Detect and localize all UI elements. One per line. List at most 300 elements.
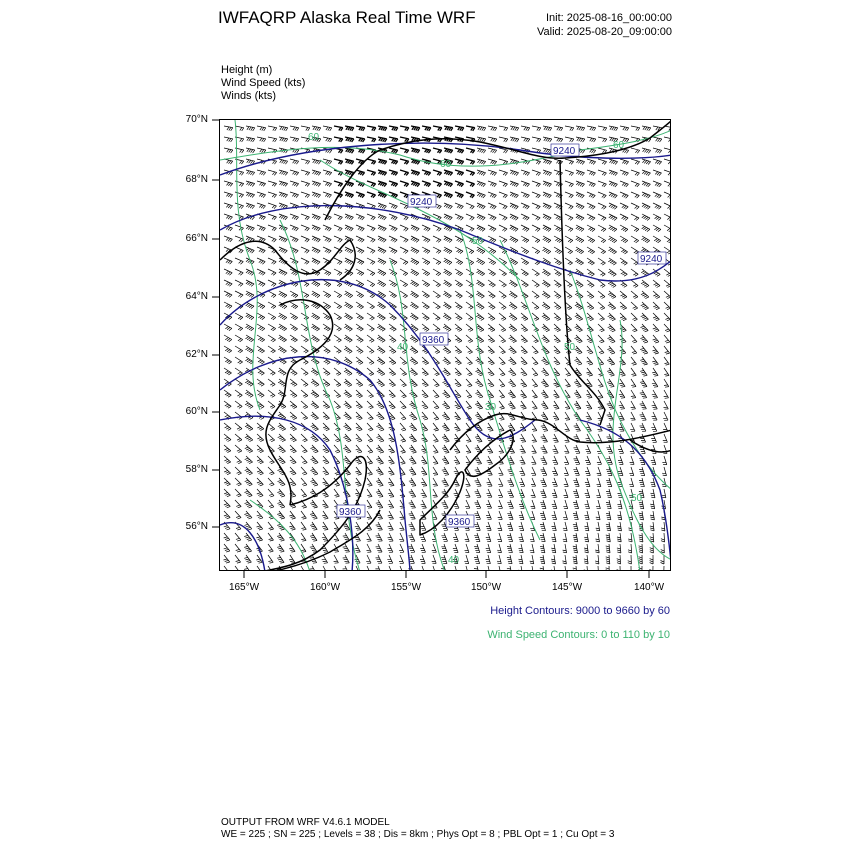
wind-barb [376, 533, 383, 541]
wind-speed-label: 30 [485, 402, 497, 413]
wind-barb [543, 159, 552, 164]
wind-barb [606, 533, 611, 542]
wind-barb [411, 126, 420, 131]
wind-barb [356, 346, 363, 353]
wind-barb [367, 214, 375, 220]
wind-barb [598, 313, 605, 321]
wind-barb [488, 225, 496, 231]
wind-barb [584, 522, 589, 531]
lat-label-60n: 60°N [185, 406, 208, 417]
wind-barb [631, 181, 639, 187]
wind-barb [334, 181, 343, 187]
wind-barb [411, 225, 419, 231]
wind-barb [279, 159, 288, 164]
wind-barb [356, 225, 364, 231]
wind-barb [540, 533, 545, 542]
wind-barb [421, 456, 427, 464]
wind-barb [301, 467, 307, 475]
wind-barb [356, 137, 365, 142]
wind-barb [323, 225, 331, 231]
wind-barb [301, 544, 306, 552]
wind-barb [422, 368, 429, 376]
wind-barb [389, 126, 398, 131]
wind-barb [422, 302, 429, 309]
wind-barb [598, 214, 606, 221]
wind-barb [389, 170, 398, 175]
wind-barb [562, 555, 566, 564]
wind-barb [552, 522, 557, 531]
lon-label-150w: 150°W [470, 582, 502, 593]
wind-barb [608, 335, 616, 343]
wind-barb [640, 412, 647, 420]
wind-barb [540, 511, 546, 520]
wind-barb [606, 511, 611, 520]
wind-barb [488, 203, 496, 209]
wind-barb [598, 225, 606, 232]
wind-barb [596, 522, 600, 531]
wind-barb [573, 555, 578, 564]
wind-barb [367, 346, 374, 353]
wind-barb [640, 390, 647, 398]
wind-barb [631, 324, 637, 332]
wind-barb [587, 170, 596, 176]
wind-barb [224, 489, 230, 497]
wind-barb [532, 313, 539, 321]
wind-barb [257, 478, 263, 486]
wind-barb [377, 412, 385, 420]
wind-barb [532, 357, 538, 365]
wind-barb [433, 445, 438, 453]
wind-barb [540, 478, 546, 486]
wind-barb [584, 544, 588, 553]
wind-barb [387, 544, 393, 552]
wind-barb [257, 522, 263, 530]
wind-barb [521, 247, 529, 254]
wind-barb [377, 357, 385, 365]
height-label [337, 505, 365, 518]
wind-barb [323, 170, 332, 175]
wind-barb [554, 324, 561, 332]
wind-barb [290, 434, 297, 442]
wind-barb [565, 368, 571, 376]
wind-barb [554, 258, 562, 265]
wind-barb [257, 313, 265, 320]
wind-barb [389, 247, 397, 254]
wind-barb [510, 203, 518, 209]
wind-barb [322, 511, 328, 519]
wind-barb [573, 478, 579, 486]
wind-barb [256, 533, 262, 541]
wind-barb [422, 412, 428, 420]
wind-barb [532, 247, 540, 254]
wind-barb [224, 445, 231, 453]
wind-barb [455, 368, 461, 376]
wind-barb [376, 555, 382, 563]
wind-barb [620, 346, 626, 354]
wind-barb [268, 555, 273, 563]
wind-barb [245, 390, 253, 397]
wind-barb [474, 544, 480, 553]
wind-barb [257, 214, 266, 220]
wind-barb [355, 544, 361, 552]
wind-barb [389, 368, 396, 376]
wind-barb [312, 225, 320, 231]
wind-barb [639, 533, 643, 542]
wind-barb [268, 390, 275, 397]
wind-barb [444, 181, 453, 187]
wind-barb [442, 478, 449, 486]
wind-barb [497, 544, 501, 553]
wind-barb [521, 346, 527, 354]
wind-barb [344, 346, 352, 353]
wind-barb [565, 214, 573, 220]
wind-barb [432, 544, 437, 552]
wind-barb [268, 566, 273, 571]
wind-barb [620, 192, 628, 198]
wind-barb [510, 214, 518, 220]
wind-barb [585, 478, 590, 487]
wind-barb [553, 401, 559, 409]
wind-barb [475, 434, 482, 442]
wind-barb [598, 390, 603, 398]
wind-barb [455, 346, 462, 354]
wind-barb [334, 445, 340, 453]
wind-barb [521, 379, 527, 387]
wind-barb [356, 236, 364, 242]
wind-barb [389, 214, 397, 220]
wind-barb [389, 401, 395, 409]
wind-barb [301, 522, 306, 530]
wind-barb [444, 148, 453, 153]
wind-barb [642, 159, 651, 165]
wind-barb [311, 423, 319, 431]
wind-barb [345, 137, 354, 142]
wind-barb [595, 544, 599, 553]
wind-barb [257, 302, 265, 309]
wind-barb [433, 456, 438, 464]
wind-barb [540, 555, 545, 564]
wind-barb [344, 324, 352, 331]
wind-barb [455, 302, 462, 309]
wind-barb [587, 291, 594, 298]
wind-barb [345, 291, 353, 298]
wind-barb [388, 511, 394, 519]
wind-barb [235, 544, 241, 552]
wind-barb [532, 126, 541, 131]
wind-barb [619, 390, 625, 398]
wind-barb [606, 445, 612, 453]
wind-barb [598, 247, 606, 254]
wind-barb [642, 170, 651, 176]
wind-barb [564, 445, 569, 453]
wind-barb [620, 181, 628, 187]
wind-barb [587, 192, 595, 198]
wind-barb [620, 335, 626, 343]
wind-barb [574, 379, 581, 387]
wind-barb [433, 390, 439, 398]
wind-barb [279, 137, 288, 142]
wind-barb [235, 368, 243, 375]
wind-barb [541, 368, 548, 376]
wind-barb [455, 181, 464, 187]
wind-barb [277, 522, 284, 530]
wind-barb [268, 522, 274, 530]
wind-barb [311, 335, 319, 342]
wind-barb [554, 126, 563, 131]
wind-barb [576, 170, 585, 176]
wind-barb [334, 390, 341, 398]
wind-barb [323, 269, 331, 276]
wind-barb [376, 434, 384, 442]
wind-barb [246, 225, 254, 231]
wind-barb [235, 258, 243, 264]
wind-barb [268, 126, 277, 131]
wind-barb [455, 412, 461, 420]
wind-barb [367, 368, 374, 376]
wind-barb [551, 533, 556, 542]
wind-barb [639, 544, 643, 553]
wind-barb [367, 434, 373, 442]
wind-barb [422, 148, 431, 153]
wind-barb [420, 544, 425, 552]
wind-barb [235, 434, 242, 442]
wind-barb [554, 357, 560, 365]
wind-barb [367, 302, 375, 309]
wind-barb [344, 434, 352, 442]
wind-barb [653, 324, 659, 332]
wind-barb [245, 456, 253, 464]
wind-barb [499, 291, 506, 298]
wind-barb [422, 258, 430, 265]
wind-barb [377, 346, 385, 353]
wind-barb [375, 566, 381, 571]
wind-barb [650, 489, 655, 498]
wind-barb [257, 225, 265, 231]
wind-barb [268, 401, 275, 408]
wind-barb [310, 533, 317, 541]
wind-barb [508, 478, 514, 486]
wind-barb [509, 280, 517, 287]
wind-barb [532, 302, 539, 309]
wind-barb [664, 291, 671, 299]
wind-barb [574, 390, 581, 398]
wind-barb [433, 346, 440, 354]
wind-barb [542, 280, 550, 287]
wind-barb [554, 346, 560, 354]
wind-barb [224, 533, 230, 541]
wind-barb [554, 335, 560, 343]
wind-barb [421, 478, 427, 486]
wind-barb [486, 500, 491, 508]
wind-barb [499, 346, 506, 354]
wind-barb [520, 445, 526, 453]
wind-barb [290, 170, 299, 175]
wind-barb [356, 434, 362, 442]
wind-barb [620, 225, 628, 232]
wind-barb [235, 566, 240, 571]
wind-barb [631, 269, 638, 276]
wind-barb [334, 291, 342, 298]
wind-barb [598, 324, 604, 332]
wind-barb [268, 203, 277, 209]
wind-barb [343, 555, 350, 563]
wind-barb [356, 170, 365, 175]
wind-barb [651, 423, 656, 431]
wind-barb [257, 456, 264, 464]
wind-barb [475, 412, 482, 420]
wind-barb [268, 313, 276, 320]
wind-barb [475, 500, 481, 508]
wind-barb [376, 456, 383, 464]
wind-barb [620, 203, 628, 209]
wind-barb [608, 302, 616, 310]
wind-barb [595, 566, 599, 571]
wind-barb [268, 346, 276, 353]
wind-barb [585, 489, 590, 498]
wind-barb [257, 126, 266, 131]
wind-barb [540, 544, 545, 553]
wind-barb [290, 401, 297, 409]
wind-barb [653, 236, 661, 243]
wind-barb [268, 192, 277, 198]
wind-barb [224, 390, 231, 397]
wind-barb [323, 247, 331, 253]
wind-barb [486, 544, 491, 553]
wind-barb [310, 522, 317, 530]
wind-barb [598, 159, 607, 165]
wind-barb [312, 313, 320, 320]
wind-barb [389, 390, 395, 398]
wind-barb [620, 236, 628, 243]
wind-barb [488, 346, 495, 354]
wind-barb [433, 489, 438, 497]
wind-barb [542, 291, 550, 298]
wind-barb [441, 544, 447, 552]
wind-barb [617, 566, 621, 571]
wind-barb [268, 544, 273, 552]
wind-barb [376, 500, 383, 508]
wind-barb [311, 401, 319, 409]
wind-barb [596, 511, 600, 520]
arctic-coastline [325, 120, 671, 220]
wind-barb [433, 313, 440, 320]
wind-barb [488, 148, 497, 153]
wind-speed-label: 60 [308, 132, 320, 143]
wind-barb [631, 214, 639, 221]
wind-barb [488, 170, 497, 176]
wind-barb [455, 192, 463, 198]
wind-barb [631, 335, 637, 343]
wind-barb [257, 148, 266, 153]
wind-barb [355, 478, 361, 486]
wind-barb [607, 357, 615, 365]
wind-barb [378, 170, 387, 175]
wind-barb [366, 566, 371, 571]
wind-barb [268, 423, 275, 431]
wind-barb [268, 258, 276, 264]
wind-barb [422, 280, 430, 287]
wind-barb [587, 357, 593, 365]
wind-barb [367, 412, 373, 420]
wind-barb [639, 478, 644, 487]
wind-barb [608, 324, 616, 332]
wind-barb [421, 467, 427, 475]
wind-barb [235, 225, 244, 231]
wind-barb [488, 357, 494, 365]
wind-barb [499, 390, 505, 398]
wind-barb [521, 258, 529, 265]
wind-barb [543, 203, 551, 209]
wind-barb [477, 170, 486, 176]
wind-barb [477, 126, 486, 131]
lat-label-70n: 70°N [185, 114, 208, 125]
wind-barb [223, 566, 229, 571]
wind-barb [334, 214, 342, 220]
wind-barb [499, 357, 505, 365]
wind-barb [376, 489, 383, 497]
wind-barb [421, 500, 427, 508]
wind-barb [543, 126, 552, 131]
wind-barb [356, 335, 363, 342]
wind-barb [574, 423, 581, 431]
wind-barb [487, 456, 493, 464]
wind-barb [498, 511, 503, 519]
wind-barb [389, 291, 397, 298]
wind-speed-label: 50 [564, 342, 576, 353]
wind-barb [334, 258, 342, 265]
wind-barb [367, 247, 375, 253]
wind-barb [411, 148, 420, 153]
wind-barb [628, 555, 632, 564]
wind-barb [400, 170, 409, 176]
wind-barb [422, 170, 431, 176]
wind-barb [519, 522, 524, 531]
wind-barb [521, 368, 527, 376]
wind-barb [521, 280, 528, 287]
wind-barb [376, 478, 383, 486]
wind-barb [235, 445, 242, 453]
wind-barb [322, 533, 328, 541]
wind-barb [530, 511, 535, 520]
wind-barb [290, 346, 297, 353]
wind-barb [290, 368, 297, 375]
wind-barb [530, 555, 534, 564]
wind-barb [455, 170, 464, 176]
wind-barb [620, 313, 627, 321]
wind-barb [631, 148, 640, 153]
wind-barb [279, 269, 287, 275]
wind-barb [400, 192, 409, 198]
wind-barb [409, 489, 416, 497]
wind-barb [466, 214, 474, 220]
wind-barb [367, 445, 373, 453]
wind-barb [519, 533, 524, 542]
wind-barb [224, 137, 233, 142]
wind-barb [224, 456, 231, 464]
wind-barb [620, 269, 627, 276]
wind-barb [474, 522, 480, 530]
wind-barb [422, 269, 430, 276]
wind-barb [551, 555, 555, 564]
wind-barb [466, 148, 475, 153]
wind-barb [507, 511, 513, 519]
wind-barb [596, 500, 600, 509]
wind-barb [433, 324, 440, 331]
wind-barb [631, 126, 640, 131]
wind-barb [422, 291, 430, 298]
wind-barb [388, 445, 394, 453]
wind-barb [576, 126, 585, 131]
